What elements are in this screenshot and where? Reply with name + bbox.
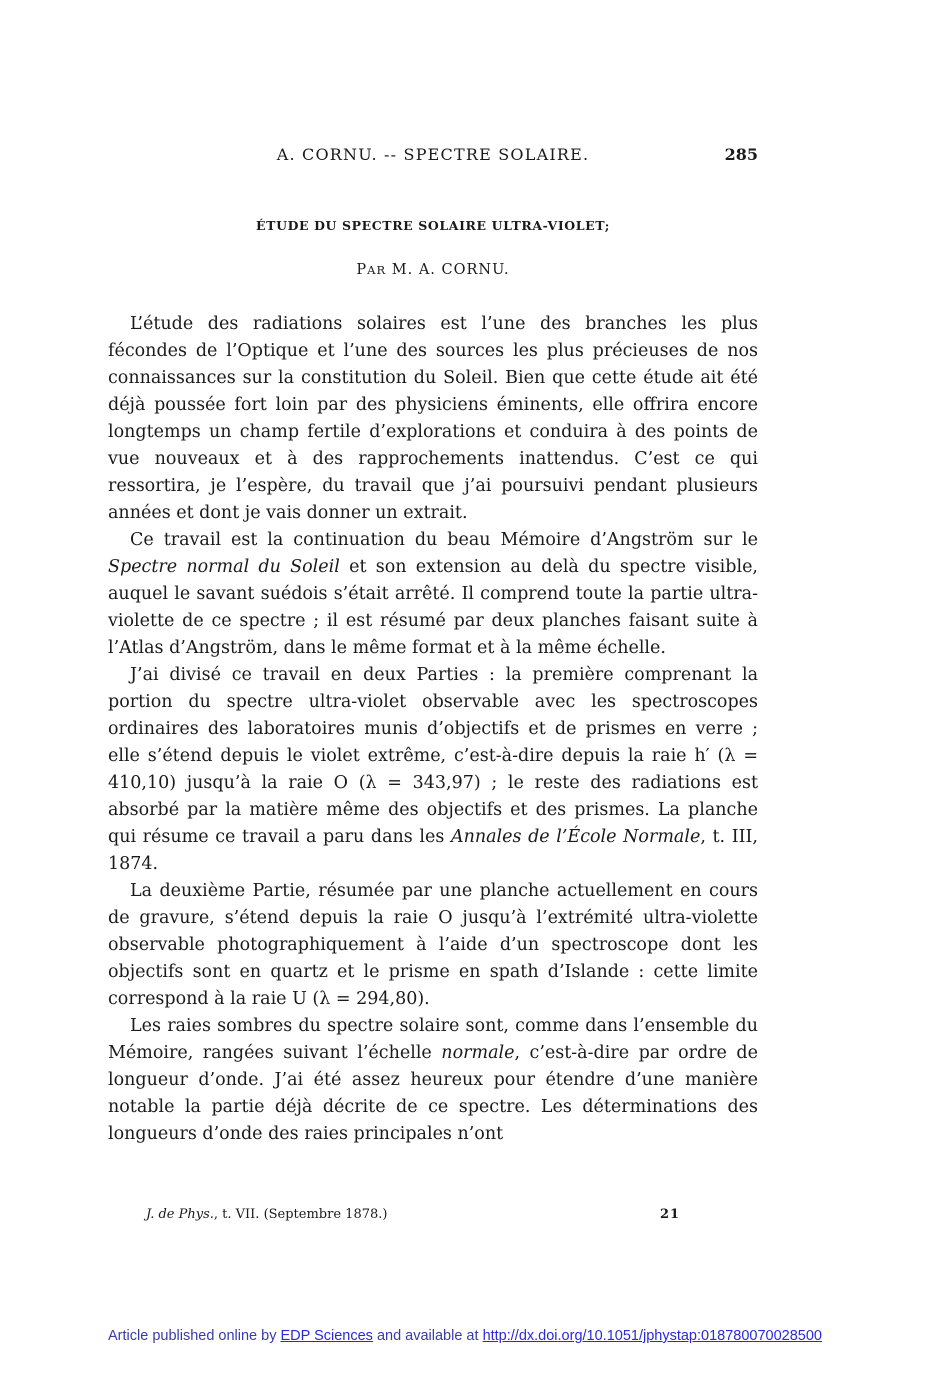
byline-author: M. A. CORNU.	[391, 262, 510, 278]
paragraph-3-italic: Annales de l’École Normale	[450, 827, 701, 847]
publisher-link[interactable]: EDP Sciences	[280, 1328, 373, 1344]
page-number: 285	[724, 145, 758, 164]
paragraph-2-text-b: et son extension au delà du spectre visible, auquel le savant suédois s’était arrêté. Il comprend toute la partie ultra-violette de ce spectre ; il est résumé par deux planches faisant suite à l’Atlas d’Angström, dans le même format et à la même échelle.	[108, 557, 758, 658]
paragraph-5-italic: normale	[441, 1043, 515, 1063]
paragraph-4: La deuxième Partie, résumée par une planche actuellement en cours de gravure, s’étend depuis la raie O jusqu’à l’extrémité ultra-violette observable photographiquement à l’aide d’un spectroscope dont les objectifs sont en quartz et le prisme en spath d’Islande : cette limite correspond à la raie U (λ = 294,80).	[108, 881, 758, 1009]
paragraph-3-text-b: , t. III, 1874.	[108, 827, 758, 874]
running-title: A. CORNU. -- SPECTRE SOLAIRE.	[276, 145, 590, 164]
publication-banner	[0, 1328, 930, 1344]
journal-reference	[146, 1207, 387, 1222]
banner-middle: and available at	[372, 1328, 483, 1344]
paragraph-2	[108, 527, 758, 662]
article-title: ÉTUDE DU SPECTRE SOLAIRE ULTRA-VIOLET;	[256, 218, 610, 233]
byline	[108, 262, 758, 278]
byline-prefix-small: AR	[367, 263, 387, 277]
banner-prefix: Article published online by	[108, 1328, 281, 1344]
journal-volume-date: , t. VII. (Septembre 1878.)	[213, 1207, 388, 1222]
paragraph-5	[108, 1013, 758, 1148]
page-footer	[108, 1207, 758, 1227]
paragraph-1: L’étude des radiations solaires est l’une des branches les plus fécondes de l’Optique et l’une des sources les plus précieuses de nos connaissances sur la constitution du Soleil. Bien que cette étude ait été déjà poussée fort loin par des physiciens éminents, elle offrira encore longtemps un champ fertile d’explorations et conduira à des points de vue nouveaux et à des rapprochements inattendus. C’est ce qui ressortira, je l’espère, du travail que j’ai poursuivi pendant plusieurs années et dont je vais donner un extrait.	[108, 314, 758, 523]
doi-link[interactable]: http://dx.doi.org/10.1051/jphystap:018780070028500	[482, 1328, 822, 1344]
paragraph-5-text-a: Les raies sombres du spectre solaire sont, comme dans l’ensemble du Mémoire, rangées suivant l’échelle	[108, 1016, 758, 1063]
journal-abbrev: J. de Phys.	[146, 1207, 214, 1222]
article-body	[108, 311, 758, 1148]
paragraph-2-italic: Spectre normal du Soleil	[108, 557, 340, 577]
signature-number: 21	[660, 1207, 681, 1222]
paragraph-5-text-b: , c’est-à-dire par ordre de longueur d’onde. J’ai été assez heureux pour étendre d’une manière notable la partie déjà décrite de ce spectre. Les déterminations des longueurs d’onde des raies principales n’ont	[108, 1043, 758, 1144]
paragraph-2-text-a: Ce travail est la continuation du beau Mémoire d’Angström sur le	[130, 530, 758, 550]
running-head	[108, 145, 758, 169]
paragraph-3	[108, 662, 758, 878]
paragraph-3-text-a: J’ai divisé ce travail en deux Parties : la première comprenant la portion du spectre ultra-violet observable avec les spectroscopes ordinaires des laboratoires munis d’objectifs et de prismes en verre ; elle s’étend depuis le violet extrême, c’est-à-dire depuis la raie h′ (λ = 410,10) jusqu’à la raie O (λ = 343,97) ; le reste des radiations est absorbé par la matière même des objectifs et des prismes. La planche qui résume ce travail a paru dans les	[108, 665, 758, 847]
byline-prefix-cap: P	[356, 262, 368, 278]
